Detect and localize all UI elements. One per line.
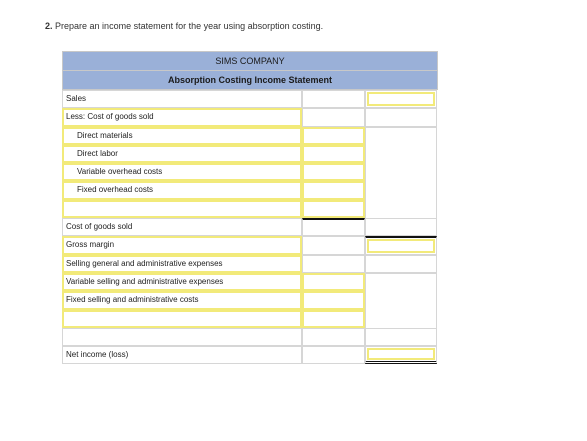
label-sales: Sales xyxy=(62,90,302,108)
less-cogs-col2 xyxy=(365,108,437,126)
net-income-col1 xyxy=(302,346,365,364)
label-fixed-selling[interactable]: Fixed selling and administrative costs xyxy=(62,291,302,309)
cogs-total-col1 xyxy=(302,218,365,236)
fixed-overhead-input[interactable] xyxy=(302,181,365,199)
label-direct-materials[interactable]: Direct materials xyxy=(62,127,302,145)
variable-selling-col2 xyxy=(365,273,437,291)
income-statement xyxy=(62,51,437,364)
fixed-overhead-col2 xyxy=(365,181,437,199)
sga-col1 xyxy=(302,255,365,273)
variable-overhead-col2 xyxy=(365,163,437,181)
label-direct-labor[interactable]: Direct labor xyxy=(62,145,302,163)
question-number: 2. xyxy=(45,21,53,31)
blank-3-col1 xyxy=(302,328,365,346)
blank-2-input[interactable] xyxy=(302,310,365,328)
label-cogs-total: Cost of goods sold xyxy=(62,218,302,236)
question-prompt: Prepare an income statement for the year using absorption costing. xyxy=(55,21,324,31)
row-fixed-selling xyxy=(62,291,437,309)
label-fixed-overhead[interactable]: Fixed overhead costs xyxy=(62,181,302,199)
net-income-input[interactable] xyxy=(365,346,437,364)
row-cogs-total xyxy=(62,218,437,236)
row-less-cogs xyxy=(62,108,437,126)
sga-col2 xyxy=(365,255,437,273)
gross-margin-input[interactable] xyxy=(365,236,437,254)
variable-selling-input[interactable] xyxy=(302,273,365,291)
less-cogs-col1 xyxy=(302,108,365,126)
direct-materials-input[interactable] xyxy=(302,127,365,145)
label-sga[interactable]: Selling general and administrative expenses xyxy=(62,255,302,273)
blank-3-col2 xyxy=(365,328,437,346)
direct-labor-input[interactable] xyxy=(302,145,365,163)
row-sga xyxy=(62,255,437,273)
row-variable-overhead xyxy=(62,163,437,181)
label-variable-selling[interactable]: Variable selling and administrative expenses xyxy=(62,273,302,291)
row-direct-materials xyxy=(62,127,437,145)
cogs-total-col2 xyxy=(365,218,437,236)
statement-title: Absorption Costing Income Statement xyxy=(62,71,438,90)
row-blank-3 xyxy=(62,328,437,346)
label-net-income: Net income (loss) xyxy=(62,346,302,364)
label-blank-3 xyxy=(62,328,302,346)
row-net-income xyxy=(62,346,437,364)
row-blank-1 xyxy=(62,200,437,218)
label-variable-overhead[interactable]: Variable overhead costs xyxy=(62,163,302,181)
blank-2-col2 xyxy=(365,310,437,328)
label-gross-margin[interactable]: Gross margin xyxy=(62,236,302,254)
label-blank-2[interactable] xyxy=(62,310,302,328)
fixed-selling-col2 xyxy=(365,291,437,309)
row-blank-2 xyxy=(62,310,437,328)
row-sales xyxy=(62,90,437,108)
row-variable-selling xyxy=(62,273,437,291)
fixed-selling-input[interactable] xyxy=(302,291,365,309)
row-gross-margin xyxy=(62,236,437,254)
label-blank-1[interactable] xyxy=(62,200,302,218)
blank-1-col2 xyxy=(365,200,437,218)
sales-amount-col1 xyxy=(302,90,365,108)
variable-overhead-input[interactable] xyxy=(302,163,365,181)
direct-materials-col2 xyxy=(365,127,437,145)
sales-amount-input[interactable] xyxy=(365,90,437,108)
row-fixed-overhead xyxy=(62,181,437,199)
label-less-cogs[interactable]: Less: Cost of goods sold xyxy=(62,108,302,126)
direct-labor-col2 xyxy=(365,145,437,163)
row-direct-labor xyxy=(62,145,437,163)
company-name: SIMS COMPANY xyxy=(62,51,438,71)
question-text xyxy=(45,21,323,31)
gross-margin-col1 xyxy=(302,236,365,254)
blank-1-input[interactable] xyxy=(302,200,365,218)
